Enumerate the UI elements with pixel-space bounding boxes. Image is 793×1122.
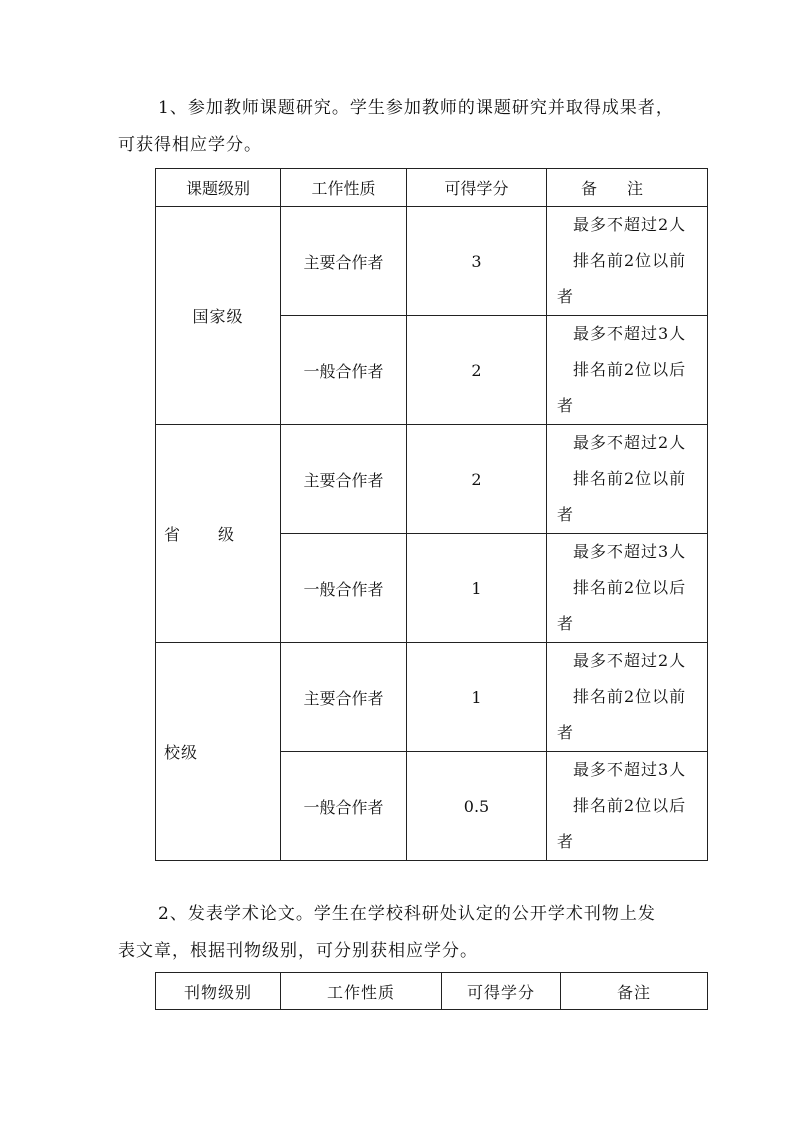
note-line: 者 [557, 396, 575, 415]
section2-intro-line1: 2、发表学术论文。学生在学校科研处认定的公开学术刊物上发 [158, 904, 656, 924]
role-cell: 一般合作者 [281, 316, 407, 425]
role-cell: 一般合作者 [281, 752, 407, 861]
note-cell [547, 425, 708, 534]
note-line: 排名前2位以后 [573, 578, 687, 597]
note-cell [547, 643, 708, 752]
table-header-row [156, 973, 708, 1010]
note-line: 者 [557, 832, 575, 851]
credit-cell: 2 [407, 425, 547, 534]
note-cell [547, 316, 708, 425]
header-note: 备注 [547, 169, 708, 207]
table-header-row [156, 169, 708, 207]
level-school: 校级 [156, 643, 281, 861]
note-line: 排名前2位以前 [573, 251, 687, 270]
credit-cell: 2 [407, 316, 547, 425]
note-line: 最多不超过3人 [573, 324, 687, 343]
credit-cell: 1 [407, 643, 547, 752]
table-row [156, 643, 708, 752]
note-cell [547, 207, 708, 316]
credit-cell: 3 [407, 207, 547, 316]
note-line: 排名前2位以前 [573, 469, 687, 488]
note-line: 最多不超过2人 [573, 433, 687, 452]
header-credit: 可得学分 [442, 973, 561, 1010]
header-credit: 可得学分 [407, 169, 547, 207]
table-row [156, 207, 708, 316]
research-credit-table [155, 168, 708, 861]
section1-intro-line2: 可获得相应学分。 [118, 135, 262, 155]
section1-intro-line1: 1、参加教师课题研究。学生参加教师的课题研究并取得成果者， [158, 98, 674, 118]
note-line: 者 [557, 287, 575, 306]
note-cell [547, 752, 708, 861]
credit-cell: 0.5 [407, 752, 547, 861]
note-line: 排名前2位以后 [573, 796, 687, 815]
note-line: 最多不超过2人 [573, 651, 687, 670]
role-cell: 一般合作者 [281, 534, 407, 643]
paper-credit-table [155, 972, 708, 1010]
header-role: 工作性质 [281, 169, 407, 207]
level-national: 国家级 [156, 207, 281, 425]
note-cell [547, 534, 708, 643]
note-line: 最多不超过3人 [573, 542, 687, 561]
note-line: 最多不超过2人 [573, 215, 687, 234]
role-cell: 主要合作者 [281, 425, 407, 534]
role-cell: 主要合作者 [281, 643, 407, 752]
table-row [156, 425, 708, 534]
header-level: 课题级别 [156, 169, 281, 207]
header-note: 备注 [561, 973, 708, 1010]
section1-intro [118, 90, 708, 164]
level-provincial: 省级 [156, 425, 281, 643]
note-line: 者 [557, 614, 575, 633]
section2-intro [118, 896, 708, 970]
header-journal-level: 刊物级别 [156, 973, 281, 1010]
note-line: 最多不超过3人 [573, 760, 687, 779]
header-role: 工作性质 [281, 973, 442, 1010]
note-line: 者 [557, 505, 575, 524]
note-line: 排名前2位以后 [573, 360, 687, 379]
section2-intro-line2: 表文章，根据刊物级别，可分别获相应学分。 [118, 941, 478, 961]
credit-cell: 1 [407, 534, 547, 643]
role-cell: 主要合作者 [281, 207, 407, 316]
note-line: 者 [557, 723, 575, 742]
note-line: 排名前2位以前 [573, 687, 687, 706]
